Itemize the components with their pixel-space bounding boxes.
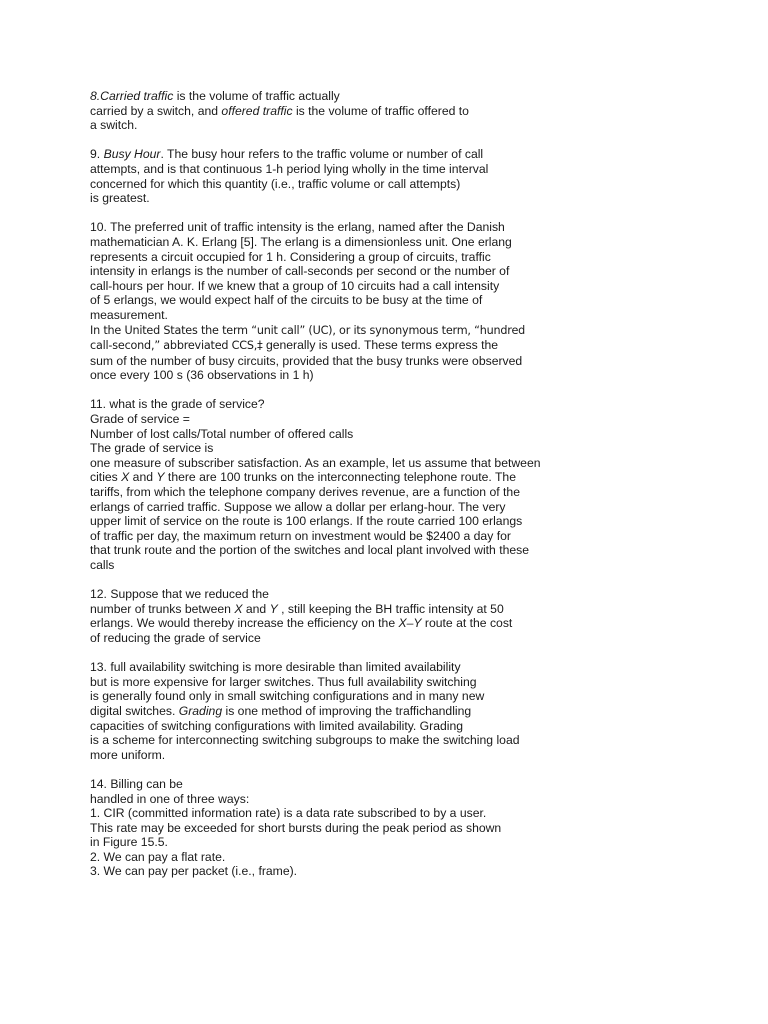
text-line <box>90 792 750 807</box>
text-run: mathematician A. K. Erlang [5]. The erlang is a dimensionless unit. One erlang <box>90 234 512 249</box>
paragraph-p14 <box>90 777 750 879</box>
text-line <box>90 602 750 617</box>
text-run: is the volume of traffic offered to <box>292 103 469 118</box>
text-run: and <box>242 601 270 616</box>
text-line <box>90 338 750 354</box>
text-line <box>90 821 750 836</box>
text-line <box>90 704 750 719</box>
paragraph-p11 <box>90 397 750 572</box>
text-line <box>90 264 750 279</box>
text-line <box>90 514 750 529</box>
italic-text: Y <box>269 601 278 616</box>
text-run: that trunk route and the portion of the switches and local plant involved with these <box>90 543 530 558</box>
text-line <box>90 864 750 879</box>
text-run: intensity in erlangs is the number of call-seconds per second or the number of <box>90 264 510 279</box>
text-run: is a scheme for interconnecting switching subgroups to make the switching load <box>90 733 520 748</box>
text-line <box>90 748 750 763</box>
italic-text: offered traffic <box>221 103 293 118</box>
text-run: of traffic per day, the maximum return on investment would be $2400 a day for <box>90 528 511 543</box>
document-body <box>90 89 750 894</box>
text-line <box>90 777 750 792</box>
text-run: carried by a switch, and <box>90 103 222 118</box>
text-run: cities <box>90 470 122 485</box>
text-run: there are 100 trunks on the interconnecting telephone route. The <box>164 470 516 485</box>
text-line <box>90 147 750 162</box>
text-run: a switch. <box>90 118 138 133</box>
text-run: is greatest. <box>90 191 150 206</box>
text-run: sum of the number of busy circuits, provided that the busy trunks were observed <box>90 353 523 368</box>
italic-text: Busy Hour <box>103 147 161 162</box>
italic-text: X–Y <box>398 616 422 631</box>
text-line <box>90 558 750 573</box>
paragraph-p10 <box>90 220 750 383</box>
text-line <box>90 733 750 748</box>
paragraph-p9 <box>90 147 750 205</box>
text-line <box>90 323 750 339</box>
text-run: represents a circuit occupied for 1 h. Considering a group of circuits, traffic <box>90 249 491 264</box>
text-run: of 5 erlangs, we would expect half of the circuits to be busy at the time of <box>90 293 483 308</box>
text-run: digital switches. <box>90 703 179 718</box>
text-line <box>90 293 750 308</box>
text-run: 13. full availability switching is more desirable than limited availability <box>90 660 461 675</box>
text-run: handled in one of three ways: <box>90 791 250 806</box>
text-run: 14. Billing can be <box>90 776 183 791</box>
italic-text: 8. <box>90 89 101 103</box>
text-run: attempts, and is that continuous 1-h period lying wholly in the time interval <box>90 161 489 176</box>
text-line <box>90 689 750 704</box>
text-run: This rate may be exceeded for short bursts during the peak period as shown <box>90 820 502 835</box>
italic-text: Grading <box>178 703 223 718</box>
text-run: Number of lost calls/Total number of offered calls <box>90 426 354 441</box>
text-line <box>90 162 750 177</box>
paragraph-p12 <box>90 587 750 645</box>
text-run: erlangs. We would thereby increase the efficiency on the <box>90 616 399 631</box>
text-line <box>90 500 750 515</box>
text-line <box>90 529 750 544</box>
text-line <box>90 177 750 192</box>
text-run: 9. <box>90 147 104 162</box>
text-run: but is more expensive for larger switches. Thus full availability switching <box>90 674 477 689</box>
text-line <box>90 543 750 558</box>
text-line <box>90 118 750 133</box>
text-line <box>90 191 750 206</box>
text-line <box>90 587 750 602</box>
text-run: number of trunks between <box>90 601 235 616</box>
text-line <box>90 250 750 265</box>
text-line <box>90 660 750 675</box>
italic-text: Y <box>156 470 165 485</box>
text-line <box>90 675 750 690</box>
text-run: in Figure 15.5. <box>90 835 168 850</box>
text-run: 2. We can pay a flat rate. <box>90 849 226 864</box>
text-run: once every 100 s (36 observations in 1 h) <box>90 368 314 383</box>
text-line <box>90 470 750 485</box>
text-line <box>90 279 750 294</box>
text-run: concerned for which this quantity (i.e., traffic volume or call attempts) <box>90 176 461 191</box>
text-run: measurement. <box>90 307 168 322</box>
text-line <box>90 616 750 631</box>
text-line <box>90 368 750 383</box>
text-run: call-second,” abbreviated CCS,‡ <box>90 339 263 353</box>
text-run: . The busy hour refers to the traffic volume or number of call <box>160 147 484 162</box>
text-run: 12. Suppose that we reduced the <box>90 587 269 602</box>
text-run: and <box>129 470 157 485</box>
text-run: one measure of subscriber satisfaction. As an example, let us assume that between <box>90 455 541 470</box>
text-run: more uniform. <box>90 747 166 762</box>
text-run: 11. what is the grade of service? <box>90 397 265 412</box>
paragraph-p8 <box>90 89 750 133</box>
text-run: capacities of switching configurations with limited availability. Grading <box>90 718 464 733</box>
text-run: erlangs of carried traffic. Suppose we allow a dollar per erlang-hour. The very <box>90 499 506 514</box>
text-run: is the volume of traffic actually <box>173 89 340 103</box>
text-run: Grade of service = <box>90 412 190 427</box>
italic-text: Carried traffic <box>100 89 174 103</box>
text-run: tariffs, from which the telephone company derives revenue, are a function of the <box>90 485 520 500</box>
text-run: , still keeping the BH traffic intensity at 50 <box>277 601 504 616</box>
text-line <box>90 427 750 442</box>
text-line <box>90 456 750 471</box>
text-run: In the United States the term “unit call” (UC), or its synonymous term, “hundred <box>90 323 526 337</box>
text-line <box>90 835 750 850</box>
text-line <box>90 354 750 369</box>
text-run: is one method of improving the traffichandling <box>222 703 472 718</box>
text-line <box>90 631 750 646</box>
text-line <box>90 441 750 456</box>
text-run: upper limit of service on the route is 100 erlangs. If the route carried 100 erlangs <box>90 514 523 529</box>
italic-text: X <box>121 470 130 485</box>
text-run: of reducing the grade of service <box>90 630 261 645</box>
text-line <box>90 485 750 500</box>
text-line <box>90 308 750 323</box>
text-line <box>90 220 750 235</box>
text-run: The grade of service is <box>90 441 214 456</box>
text-line <box>90 412 750 427</box>
text-line <box>90 806 750 821</box>
text-line <box>90 397 750 412</box>
paragraph-p13 <box>90 660 750 762</box>
text-line <box>90 850 750 865</box>
text-line <box>90 719 750 734</box>
text-run: calls <box>90 558 115 572</box>
italic-text: X <box>234 601 243 616</box>
text-run: 3. We can pay per packet (i.e., frame). <box>90 864 298 879</box>
text-run: 1. CIR (committed information rate) is a data rate subscribed to by a user. <box>90 806 487 821</box>
text-run: call-hours per hour. If we knew that a group of 10 circuits had a call intensity <box>90 278 500 293</box>
text-line <box>90 235 750 250</box>
text-run: 10. The preferred unit of traffic intensity is the erlang, named after the Danish <box>90 220 505 235</box>
text-run: is generally found only in small switching configurations and in many new <box>90 689 485 704</box>
text-line <box>90 104 750 119</box>
text-run: route at the cost <box>421 616 513 631</box>
text-run: generally is used. These terms express the <box>262 338 499 353</box>
text-line <box>90 89 750 104</box>
